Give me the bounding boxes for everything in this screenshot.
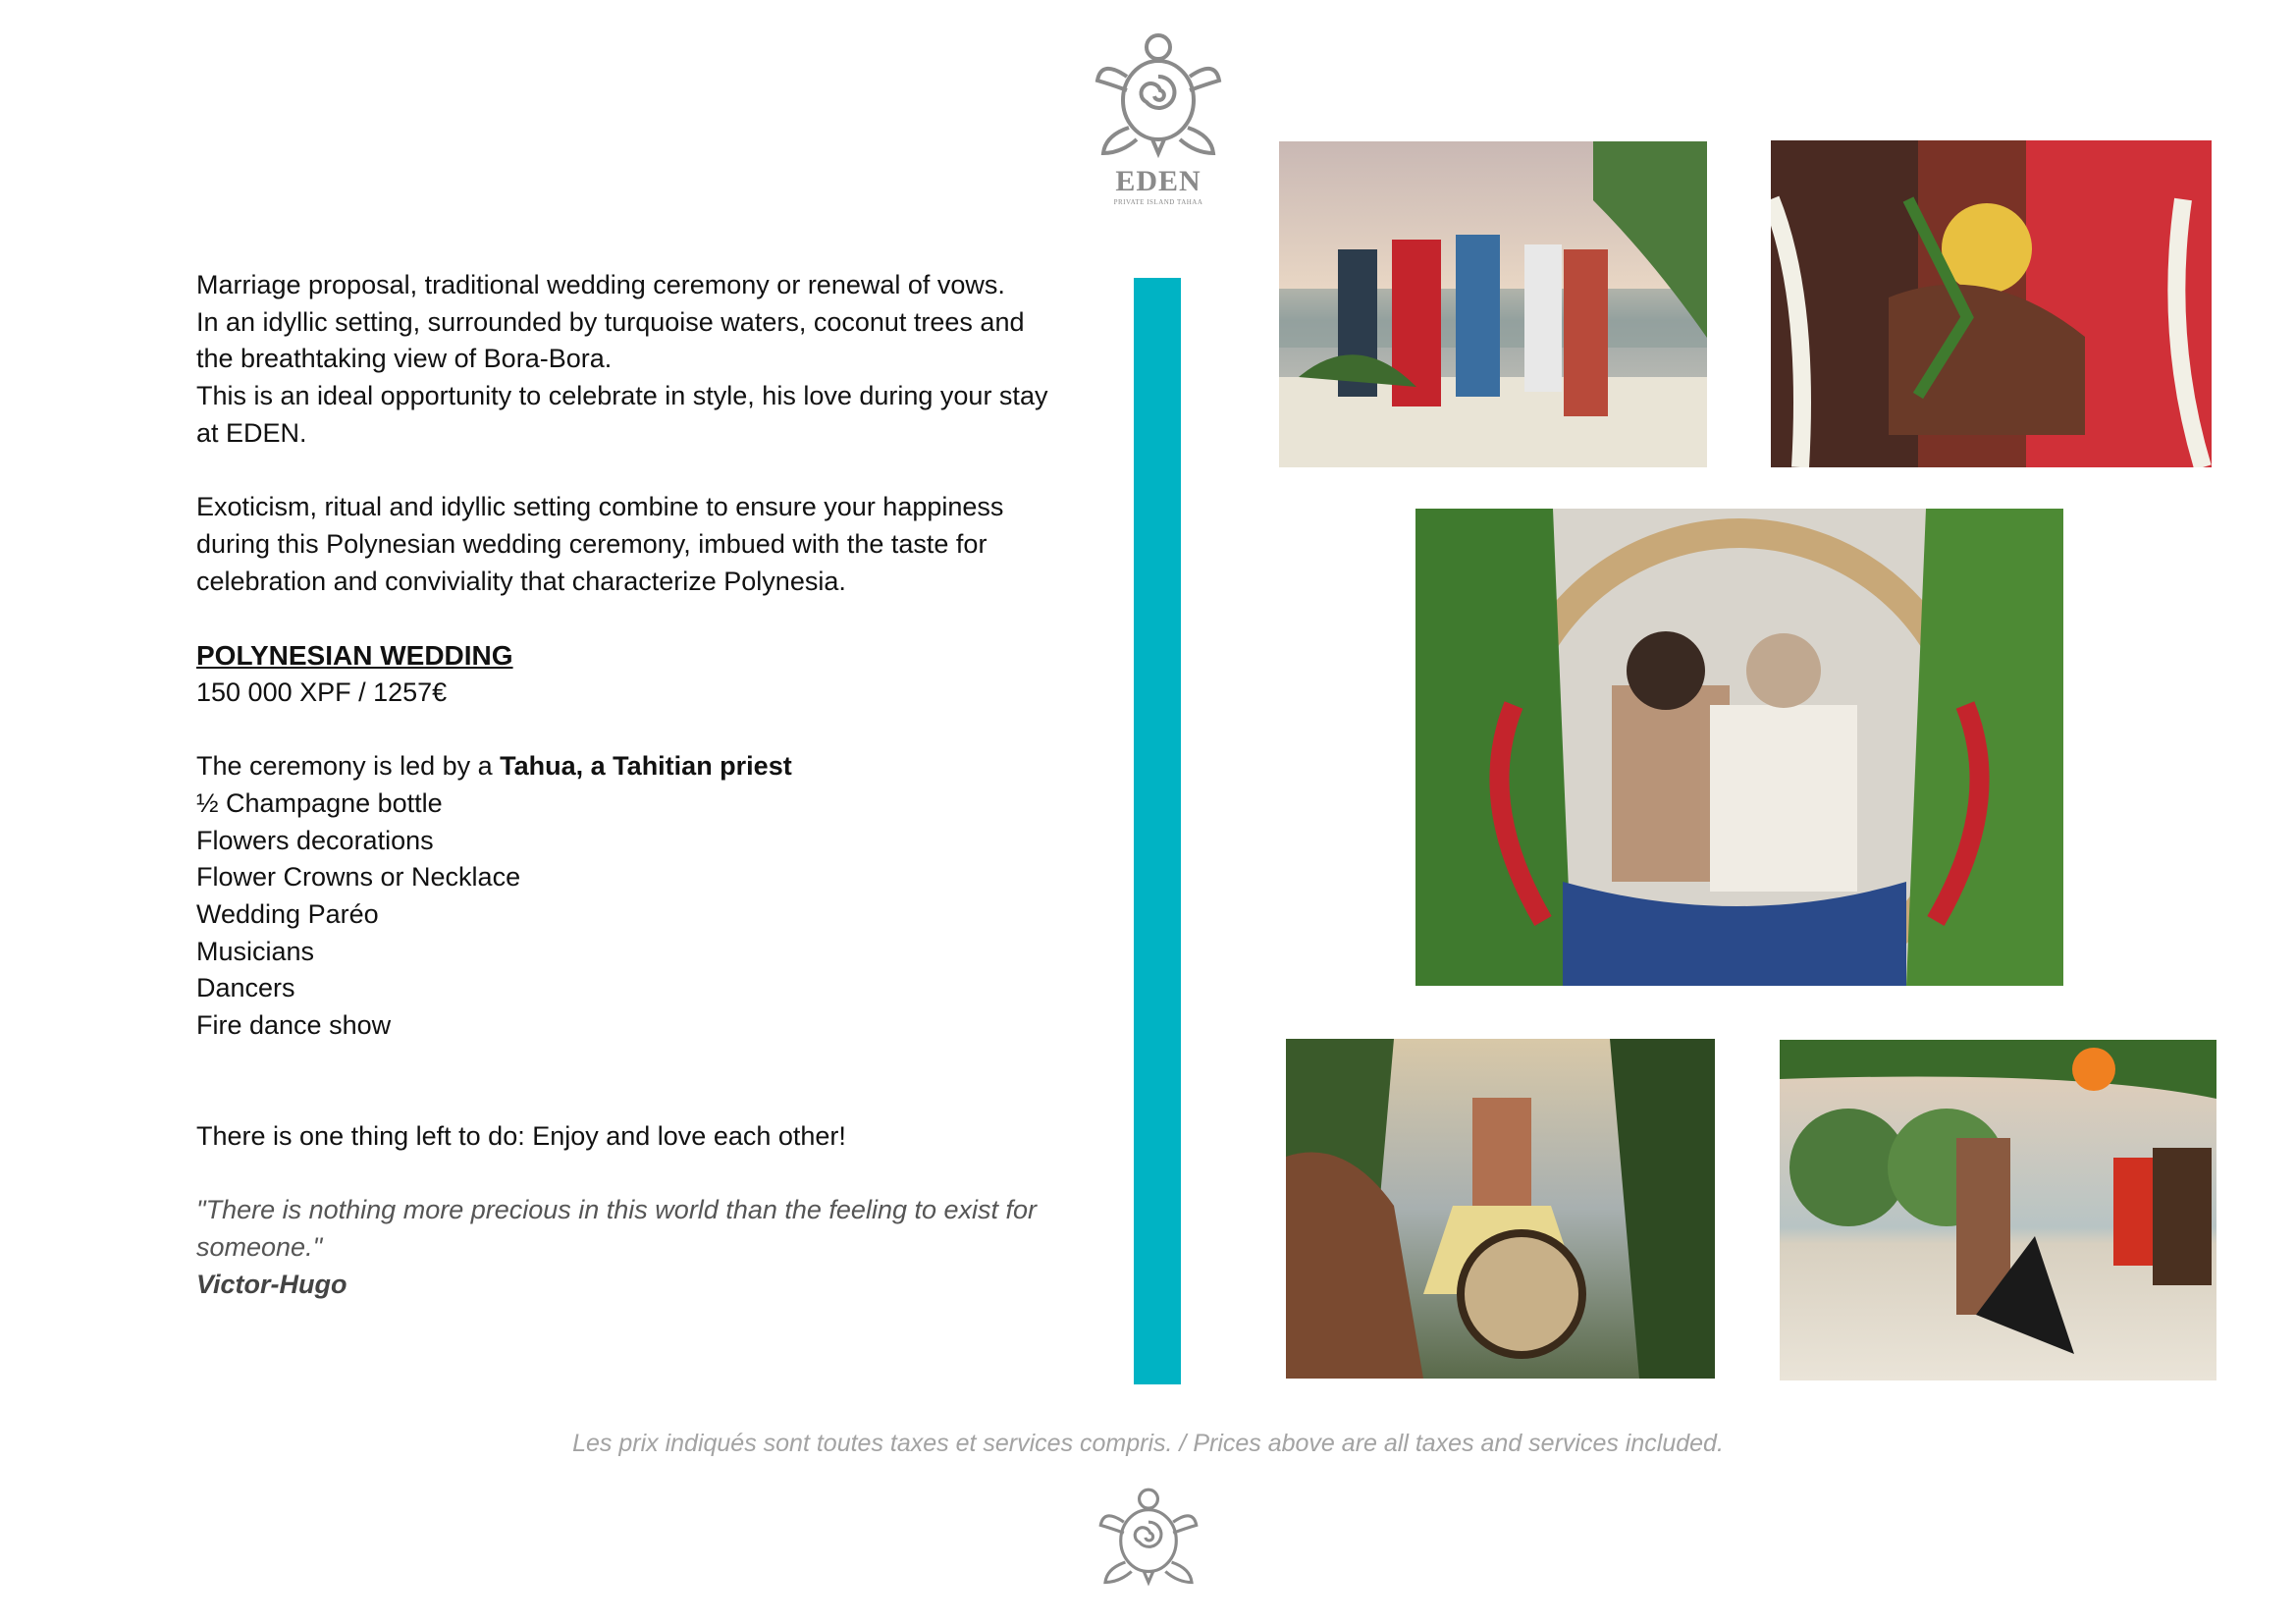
offer-item: Fire dance show bbox=[196, 1010, 392, 1041]
price-disclaimer: Les prix indiqués sont toutes taxes et services compris. / Prices above are all taxes and services included. bbox=[572, 1430, 1724, 1457]
offer-title: POLYNESIAN WEDDING bbox=[196, 640, 513, 671]
ritual-photo bbox=[1771, 140, 2212, 467]
dance-photo bbox=[1286, 1039, 1715, 1379]
offer-item: Dancers bbox=[196, 973, 295, 1003]
logo-wordmark: EDEN bbox=[1115, 165, 1201, 197]
closing-line: There is one thing left to do: Enjoy and love each other! bbox=[196, 1120, 846, 1151]
offer-item: Flowers decorations bbox=[196, 825, 434, 855]
offer-item: Musicians bbox=[196, 936, 315, 966]
logo-tagline: PRIVATE ISLAND TAHAA bbox=[1113, 198, 1203, 206]
intro-line: In an idyllic setting, surrounded by turquoise waters, coconut trees and bbox=[196, 306, 1025, 337]
eden-footer-logo bbox=[1095, 1478, 1202, 1600]
description-column bbox=[196, 267, 1119, 1303]
offer-item: ½ Champagne bottle bbox=[196, 787, 443, 818]
offer-item: Flower Crowns or Necklace bbox=[196, 862, 521, 893]
ceremony-photo bbox=[1279, 141, 1707, 467]
offer-item: Wedding Paréo bbox=[196, 898, 379, 929]
couple-arch-photo bbox=[1415, 509, 2063, 986]
eden-logo bbox=[1090, 29, 1227, 206]
paragraph-line: Exoticism, ritual and idyllic setting combine to ensure your happiness bbox=[196, 492, 1004, 522]
intro-line: Marriage proposal, traditional wedding ceremony or renewal of vows. bbox=[196, 270, 1005, 299]
paragraph-line: celebration and conviviality that characterize Polynesia. bbox=[196, 566, 846, 596]
quote-line: "There is nothing more precious in this world than the feeling to exist for bbox=[196, 1195, 1038, 1225]
quote-author: Victor-Hugo bbox=[196, 1269, 347, 1299]
turtle-icon bbox=[1090, 29, 1227, 167]
ceremony-line bbox=[196, 748, 1119, 785]
offer-price: 150 000 XPF / 1257€ bbox=[196, 677, 448, 707]
quote-line: someone." bbox=[196, 1231, 323, 1262]
turtle-icon bbox=[1095, 1478, 1202, 1600]
intro-line: at EDEN. bbox=[196, 417, 307, 448]
fire-dance-photo bbox=[1780, 1040, 2216, 1380]
ceremony-prefix: The ceremony is led by a bbox=[196, 751, 501, 782]
ceremony-priest: Tahua, a Tahitian priest bbox=[500, 751, 792, 782]
intro-line: This is an ideal opportunity to celebrate in style, his love during your stay bbox=[196, 381, 1048, 411]
intro-line: the breathtaking view of Bora-Bora. bbox=[196, 344, 613, 374]
paragraph-line: during this Polynesian wedding ceremony, imbued with the taste for bbox=[196, 528, 988, 559]
accent-bar bbox=[1134, 278, 1181, 1384]
